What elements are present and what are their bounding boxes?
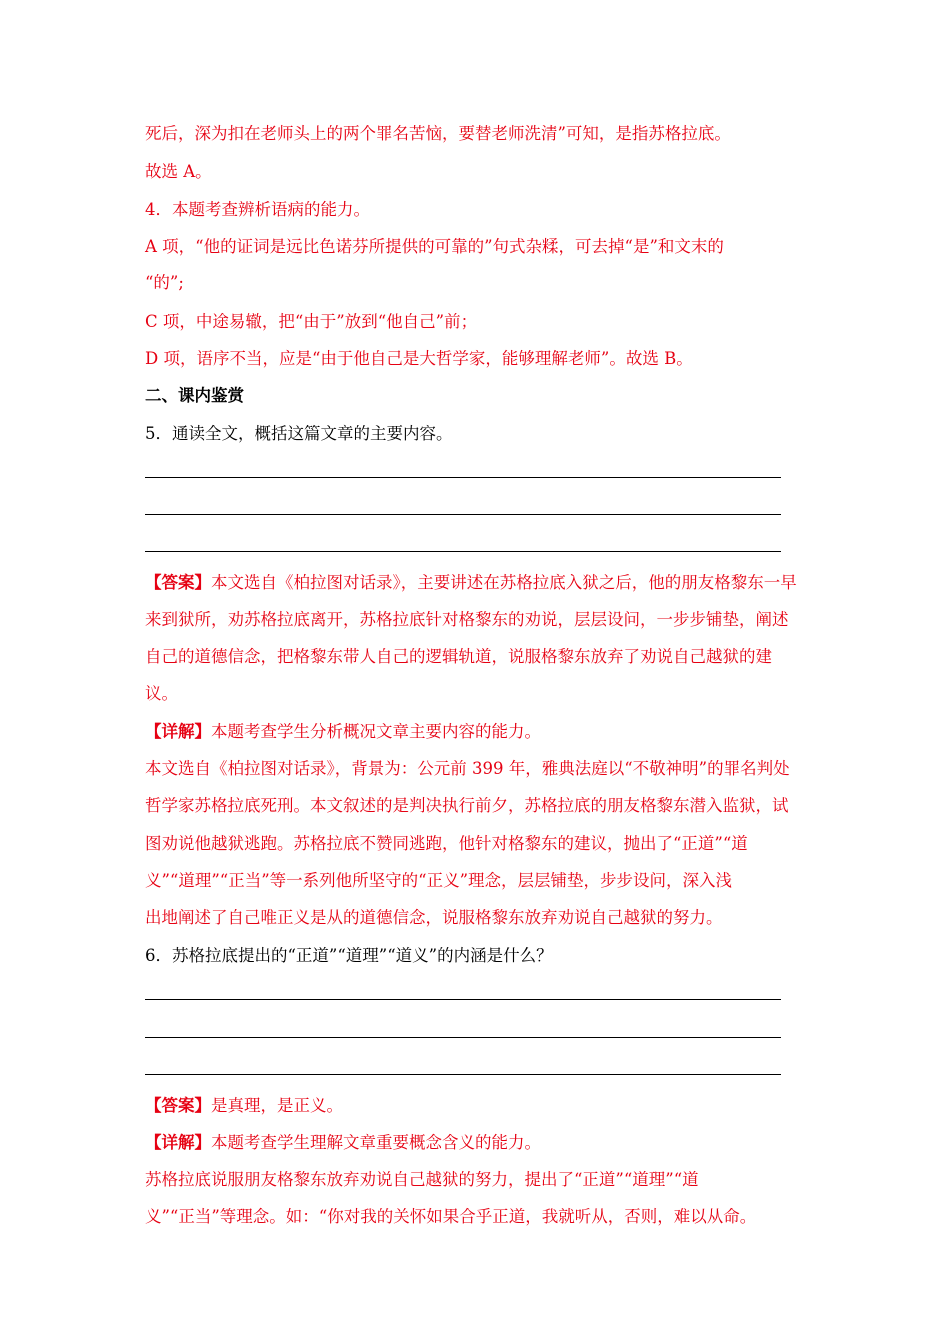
q5-detail-line: 本文选自《柏拉图对话录》，背景为：公元前 399 年，雅典法庭以“不敬神明”的罪名判处 [145,759,790,778]
detail-tag: 【详解】 [145,722,211,741]
answer-text: 本文选自《柏拉图对话录》，主要讲述在苏格拉底入狱之后，他的朋友格黎东一早 [211,573,797,592]
q5-detail-line: 义”“道理”“正当”等一系列他所坚守的“正义”理念，层层铺垫，步步设问，深入浅 [145,871,733,890]
text-line: C 项，中途易辙，把“由于”放到“他自己”前； [145,312,478,331]
text-line: 故选 A。 [145,162,212,181]
question-6: 6．苏格拉底提出的“正道”“道理”“道义”的内涵是什么？ [145,946,553,965]
text-line: D 项，语序不当，应是“由于他自己是大哲学家，能够理解老师”。故选 B。 [145,349,693,368]
text-line: A 项，“他的证词是远比色诺芬所提供的可靠的”句式杂糅，可去掉“是”和文末的 [145,237,724,256]
answer-blank-line [145,477,781,478]
detail-tag: 【详解】 [145,1133,211,1152]
answer-tag: 【答案】 [145,573,211,592]
detail-text: 本题考查学生理解文章重要概念含义的能力。 [211,1133,541,1152]
q5-answer-line [145,571,797,595]
q5-detail-line: 图劝说他越狱逃跑。苏格拉底不赞同逃跑，他针对格黎东的建议，抛出了“正道”“道 [145,834,748,853]
detail-text: 本题考查学生分析概况文章主要内容的能力。 [211,722,541,741]
answer-blank-line [145,551,781,552]
q5-answer-line: 自己的道德信念，把格黎东带人自己的逻辑轨道，说服格黎东放弃了劝说自己越狱的建 [145,647,772,666]
q5-detail-line: 哲学家苏格拉底死刑。本文叙述的是判决执行前夕，苏格拉底的朋友格黎东潜入监狱，试 [145,796,789,815]
section-title: 二、课内鉴赏 [145,386,244,405]
text-line: 4．本题考查辨析语病的能力。 [145,200,370,219]
text-line: 死后，深为扣在老师头上的两个罪名苦恼，要替老师洗清”可知，是指苏格拉底。 [145,124,731,143]
answer-blank-line [145,1074,781,1075]
q6-answer-line [145,1094,343,1118]
q5-detail-line [145,720,541,744]
q5-detail-line: 出地阐述了自己唯正义是从的道德信念，说服格黎东放弃劝说自己越狱的努力。 [145,908,723,927]
q6-detail-line: 义”“正当”等理念。如：“你对我的关怀如果合乎正道，我就听从，否则，难以从命。 [145,1207,757,1226]
answer-blank-line [145,1037,781,1038]
answer-blank-line [145,514,781,515]
q6-detail-line: 苏格拉底说服朋友格黎东放弃劝说自己越狱的努力，提出了“正道”“道理”“道 [145,1170,699,1189]
answer-tag: 【答案】 [145,1096,211,1115]
q5-answer-line: 来到狱所，劝苏格拉底离开，苏格拉底针对格黎东的劝说，层层设问，一步步铺垫，阐述 [145,610,789,629]
q6-detail-line [145,1131,541,1155]
question-5: 5．通读全文，概括这篇文章的主要内容。 [145,424,453,443]
text-line: “的”; [145,273,184,292]
answer-text: 是真理，是正义。 [211,1096,343,1115]
q5-answer-line: 议。 [145,684,178,703]
answer-blank-line [145,999,781,1000]
